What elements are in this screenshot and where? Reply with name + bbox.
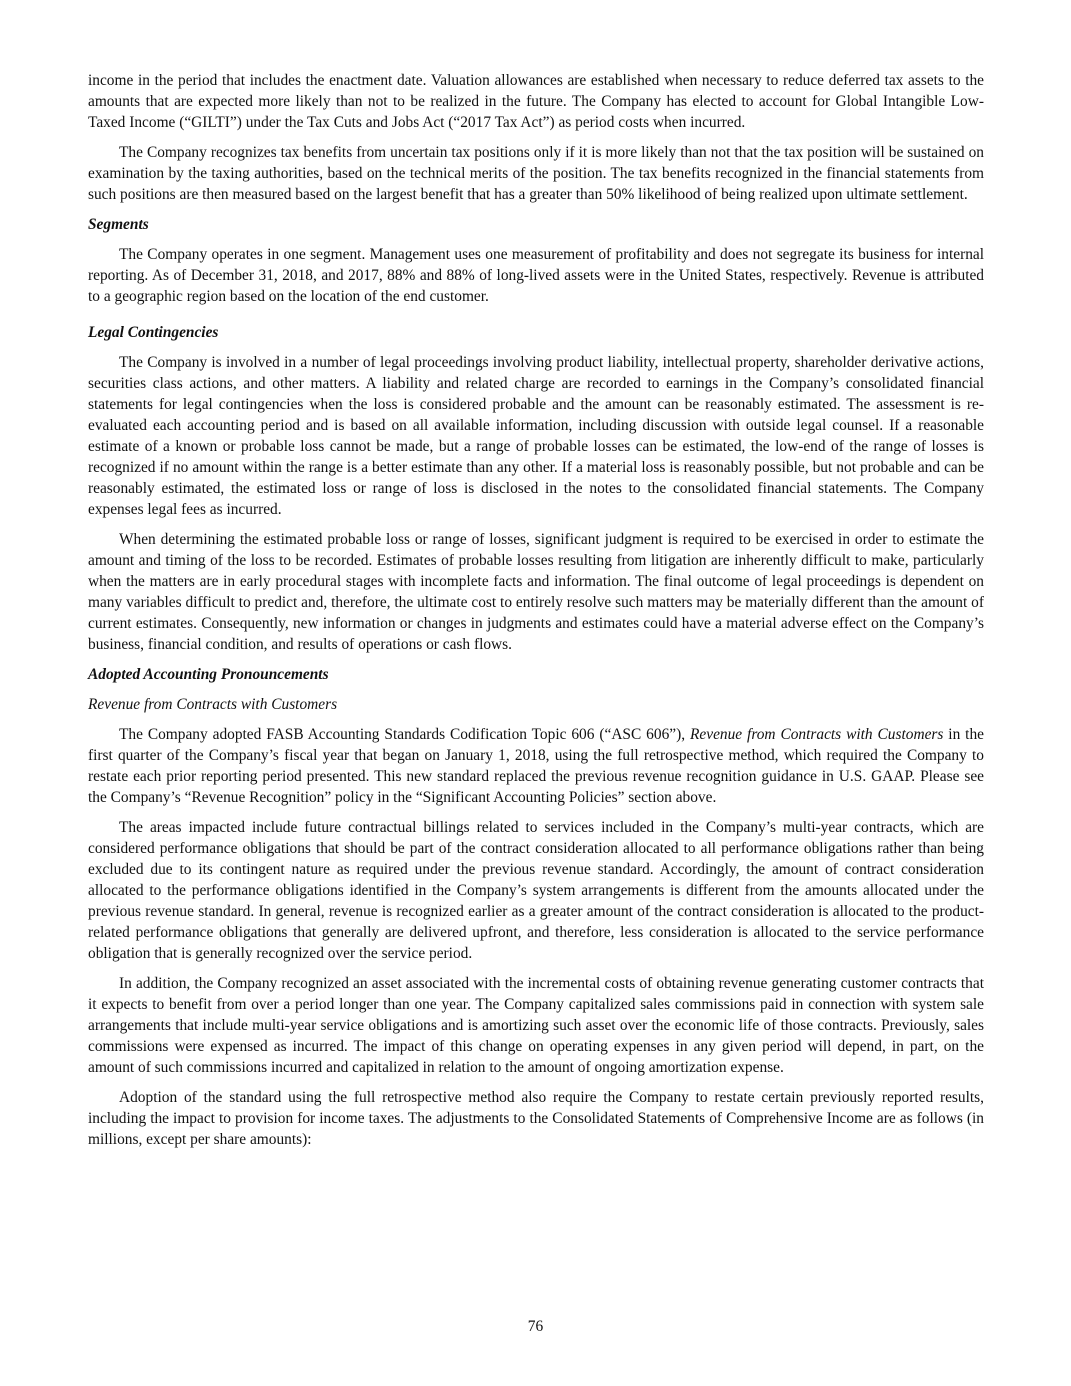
paragraph-asc-606 (88, 724, 984, 808)
paragraph-segments: The Company operates in one segment. Management uses one measurement of profitability and does not segregate its business for internal reporting. As of December 31, 2018, and 2017, 88% and 88% of long-lived assets were in the United States, respectively. Revenue is attributed to a geographic region based on the location of the end customer. (88, 246, 984, 305)
heading-adopted-accounting-pronouncements: Adopted Accounting Pronouncements (88, 666, 329, 683)
document-page (88, 70, 984, 1150)
asc-606-text-end: in the first quarter of the Company’s fiscal year that began on January 1, 2018, using the full retrospective method, which required the Company to restate each prior reporting period presented. This new standard replaced the previous revenue recognition guidance in U.S. GAAP. Please see the Company’s “Revenue Recognition” policy in the “Significant Accounting Policies” section above. (88, 726, 984, 806)
heading-segments: Segments (88, 216, 149, 233)
paragraph-legal-2: When determining the estimated probable loss or range of losses, significant judgment is required to be exercised in order to estimate the amount and timing of the loss to be recorded. Estimates of probable losses resulting from litigation are inherently difficult to make, particularly when the matters are in early procedural stages with incomplete facts and information. The final outcome of legal proceedings is dependent on many variables difficult to predict and, therefore, the ultimate cost to entirely resolve such matters may be materially different than the amount of current estimates. Consequently, new information or changes in judgments and estimates could have a material adverse effect on the Company’s business, financial condition, and results of operations or cash flows. (88, 531, 984, 653)
paragraph-areas-impacted: The areas impacted include future contractual billings related to services included in the Company’s multi-year contracts, which are considered performance obligations that should be part of the contract consideration allocated to all performance obligations rather than being excluded due to its contingent nature as required under the previous revenue standard. Accordingly, the amount of contract consideration allocated to the performance obligations identified in the Company’s system arrangements is different from the amounts allocated under the previous revenue standard. In general, revenue is recognized earlier as a greater amount of the contract consideration is allocated to the product-related performance obligations that generally are delivered upfront, and therefore, less consideration is allocated to the service performance obligation that is generally recognized over the service period. (88, 819, 984, 962)
asc-606-title-italic: Revenue from Contracts with Customers (690, 726, 944, 743)
heading-legal-contingencies: Legal Contingencies (88, 324, 219, 341)
paragraph-tax-intro: income in the period that includes the enactment date. Valuation allowances are established when necessary to reduce deferred tax assets to the amounts that are expected more likely than not to be realized in the future. The Company has elected to account for Global Intangible Low-Taxed Income (“GILTI”) under the Tax Cuts and Jobs Act (“2017 Tax Act”) as period costs when incurred. (88, 72, 984, 131)
page-number: 76 (527, 1318, 544, 1335)
paragraph-uncertain-tax-positions: The Company recognizes tax benefits from uncertain tax positions only if it is more likely than not that the tax position will be sustained on examination by the taxing authorities, based on the technical merits of the position. The tax benefits recognized in the financial statements from such positions are then measured based on the largest benefit that has a greater than 50% likelihood of being realized upon ultimate settlement. (88, 144, 984, 203)
asc-606-text-start: The Company adopted FASB Accounting Standards Codification Topic 606 (“ASC 606”), (119, 726, 690, 743)
paragraph-legal-1: The Company is involved in a number of legal proceedings involving product liability, intellectual property, shareholder derivative actions, securities class actions, and other matters. A liability and related charge are recorded to earnings in the Company’s consolidated financial statements for legal contingencies when the loss is considered probable and the amount can be reasonably estimated. The assessment is re-evaluated each accounting period and is based on all available information, including discussion with outside legal counsel. If a reasonable estimate of a known or probable loss cannot be made, but a range of probable losses can be estimated, the low-end of the range of losses is recognized if no amount within the range is a better estimate than any other. If a material loss is reasonably possible, but not probable and can be reasonably estimated, the estimated loss or range of loss is disclosed in the notes to the consolidated financial statements. The Company expenses legal fees as incurred. (88, 354, 984, 518)
paragraph-adoption-adjustments: Adoption of the standard using the full retrospective method also require the Company to restate certain previously reported results, including the impact to provision for income taxes. The adjustments to the Consolidated Statements of Comprehensive Income are as follows (in millions, except per share amounts): (88, 1089, 984, 1148)
paragraph-sales-commissions: In addition, the Company recognized an asset associated with the incremental costs of obtaining revenue generating customer contracts that it expects to benefit from over a period longer than one year. The Company capitalized sales commissions paid in connection with system sale arrangements that include multi-year service obligations and is amortizing such asset over the economic life of those contracts. Previously, sales commissions were expensed as incurred. The impact of this change on operating expenses in any given period will depend, in part, on the amount of such commissions incurred and capitalized in relation to the amount of ongoing amortization expense. (88, 975, 984, 1076)
subheading-revenue-from-contracts: Revenue from Contracts with Customers (88, 696, 338, 713)
